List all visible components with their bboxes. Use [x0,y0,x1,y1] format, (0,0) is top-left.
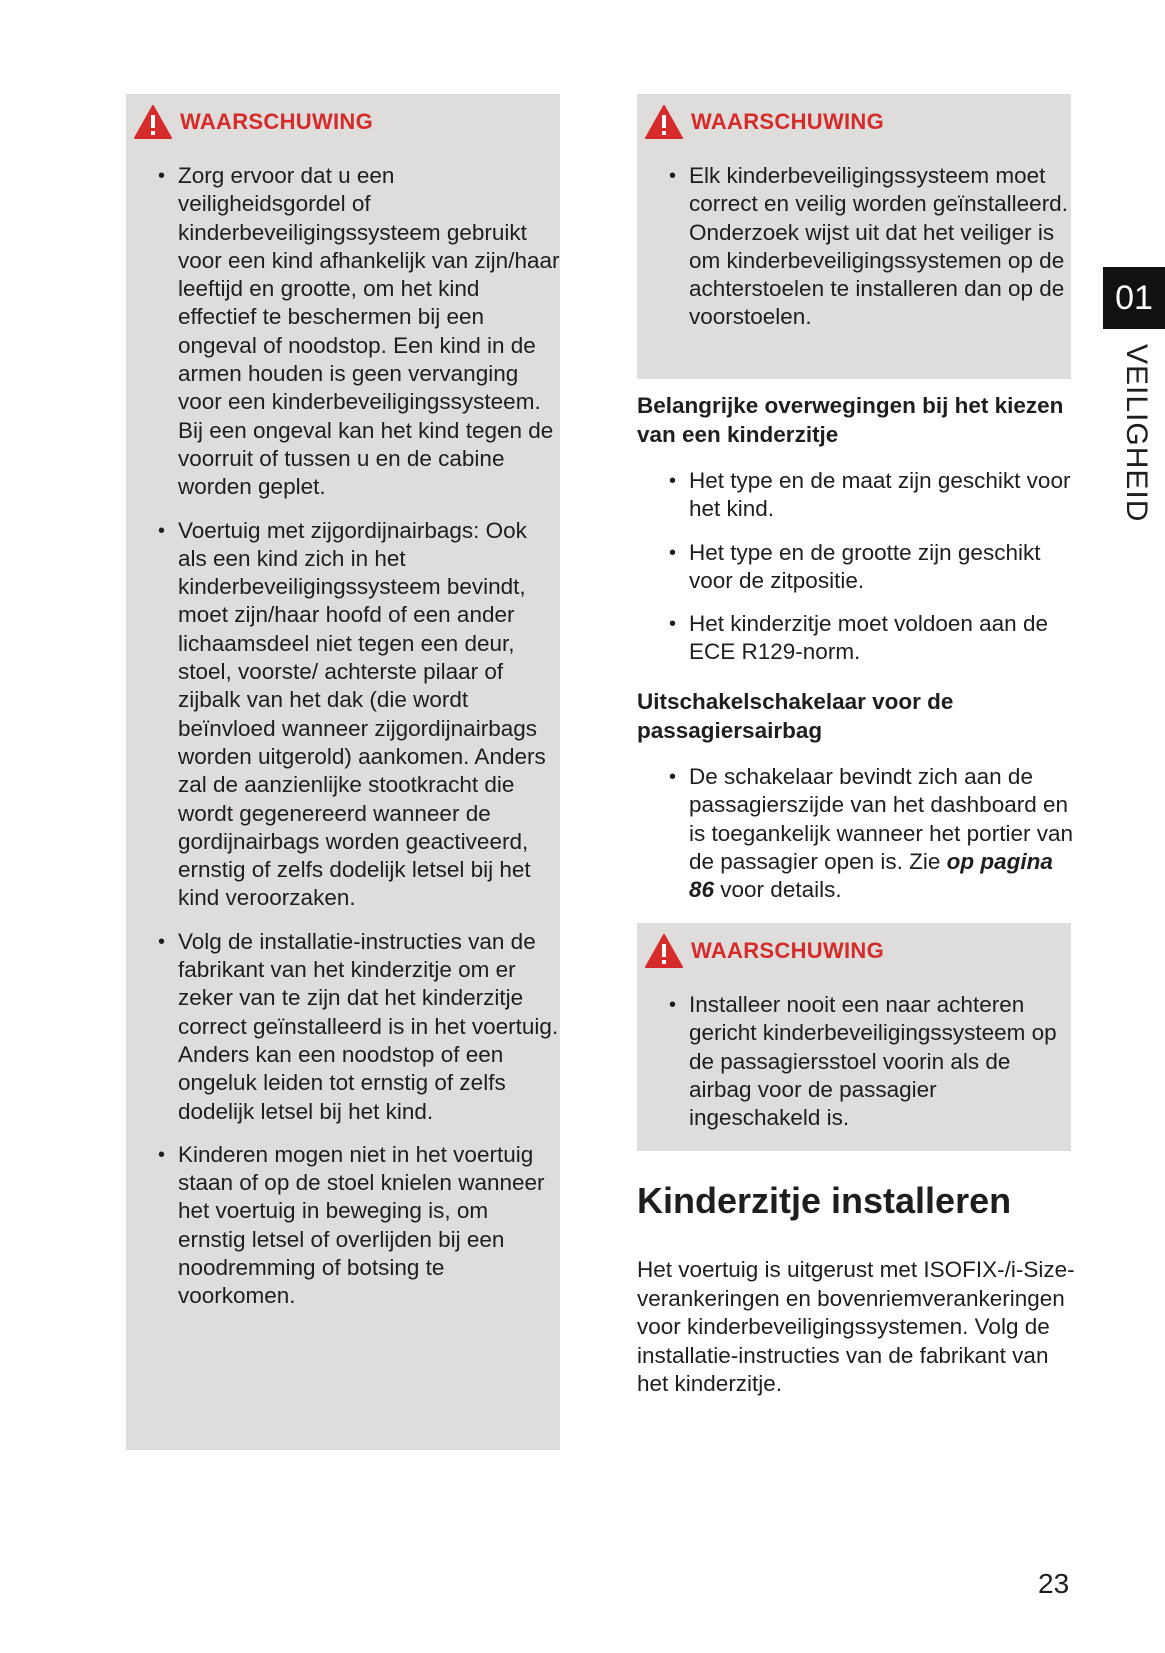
list-item: • Installeer nooit een naar achteren gericht kinderbeveiligingssysteem op de passagiersstoel voorin als de airbag voor de passagier ingeschakeld is. [669,992,1057,1131]
list-item: • Volg de installatie-instructies van de fabrikant van het kinderzitje om er zeker van te zijn dat het kinderzitje correct geïnstalleerd is in het voertuig. Anders kan een noodstop of een ongeluk leiden tot ernstig of zelfs dodelijk letsel bij het kind. [158,928,559,1124]
section-title: Kinderzitje installeren [637,1180,1012,1221]
list-item: • Zorg ervoor dat u een veiligheidsgordel of kinderbeveiligingssysteem gebruikt voor een kind afhankelijk van zijn/haar leeftijd en grootte, om het kind effectief te beschermen bij een ongeval of noodstop. Een kind in de armen houden is geen vervanging voor een kinderbeveiligingssysteem. Bij een ongeval kan het kind tegen de voorruit of tussen u en de cabine worden geplet. [158,163,560,500]
bullet-icon: • [158,930,166,953]
warning-triangle-icon [134,105,172,139]
warning-title: WAARSCHUWING [180,109,374,134]
list-item: • Het kinderzitje moet voldoen aan de ECE R129-norm. [669,611,1048,665]
bullet-icon: • [158,519,166,542]
bullet-icon: • [669,994,677,1016]
section-body: Het voertuig is uitgerust met ISOFIX-/i-Size-verankeringen en bovenriemverankeringen voor kinderbeveiligingssystemen. Volg de installatie-instructies van de fabrikant van het kinderzitje. [637,1257,1075,1396]
airbag-switch-heading: Uitschakelschakelaar voor de passagiersairbag [637,689,954,743]
bullet-icon: • [158,1143,166,1166]
warning-header [134,104,373,140]
considerations-heading: Belangrijke overwegingen bij het kiezen van een kinderzitje [637,393,1064,447]
list-item: • Het type en de grootte zijn geschikt voor de zitpositie. [669,539,1041,593]
warning-list [637,162,1071,347]
warning-triangle-icon [645,934,683,968]
warning-header [645,933,884,969]
considerations-list [637,467,1077,682]
bullet-icon: • [669,470,677,492]
list-item: • De schakelaar bevindt zich aan de passagierszijde van het dashboard en is toegankelijk wanneer het portier van de passagier open is. Zie op pagina 86 voor details. [669,764,1073,903]
chapter-label: VEILIGHEID [1120,344,1153,523]
warning-box-child-restraint [126,94,560,1450]
bullet-icon: • [669,613,677,636]
page-reference-link[interactable]: op pagina 86 [689,848,1053,903]
warning-list [126,162,560,1326]
bullet-icon: • [669,541,677,564]
warning-box-installation [637,94,1071,379]
bullet-icon: • [158,165,166,187]
list-item: • Kinderen mogen niet in het voertuig staan of op de stoel knielen wanneer het voertuig in beweging is, om ernstig letsel of overlijden bij een noodremming of botsing te voorkomen. [158,1141,545,1309]
warning-title: WAARSCHUWING [691,109,885,134]
bullet-icon: • [669,165,677,187]
warning-list [637,991,1071,1147]
warning-box-airbag [637,923,1071,1151]
warning-title: WAARSCHUWING [691,938,885,963]
list-item: • Voertuig met zijgordijnairbags: Ook als een kind zich in het kinderbeveiligingssysteem bevindt, moet zijn/haar hoofd of een ander lichaamsdeel niet tegen een deur, stoel, voorste/ achterste pilaar of zijbalk van het dak (die wordt beïnvloed wanneer zijgordijnairbags worden uitgerold) aankomen. Anders zal de aanzienlijke stootkracht die wordt gegenereerd wanneer de gordijnairbags worden geactiveerd, ernstig of zelfs dodelijk letsel bij het kind veroorzaken. [158,517,546,911]
airbag-switch-list [637,763,1077,919]
chapter-number-tab: 01 [1103,267,1165,329]
list-item: • Het type en de maat zijn geschikt voor het kind. [669,468,1071,522]
bullet-icon: • [669,766,677,788]
warning-triangle-icon [645,105,683,139]
list-item: • Elk kinderbeveiligingssysteem moet correct en veilig worden geïnstalleerd. Onderzoek wijst uit dat het veiliger is om kinderbeveiligingssystemen op de achterstoelen te installeren dan op de voorstoelen. [669,163,1068,330]
page-number: 23 [1038,1568,1070,1599]
warning-header [645,104,884,140]
